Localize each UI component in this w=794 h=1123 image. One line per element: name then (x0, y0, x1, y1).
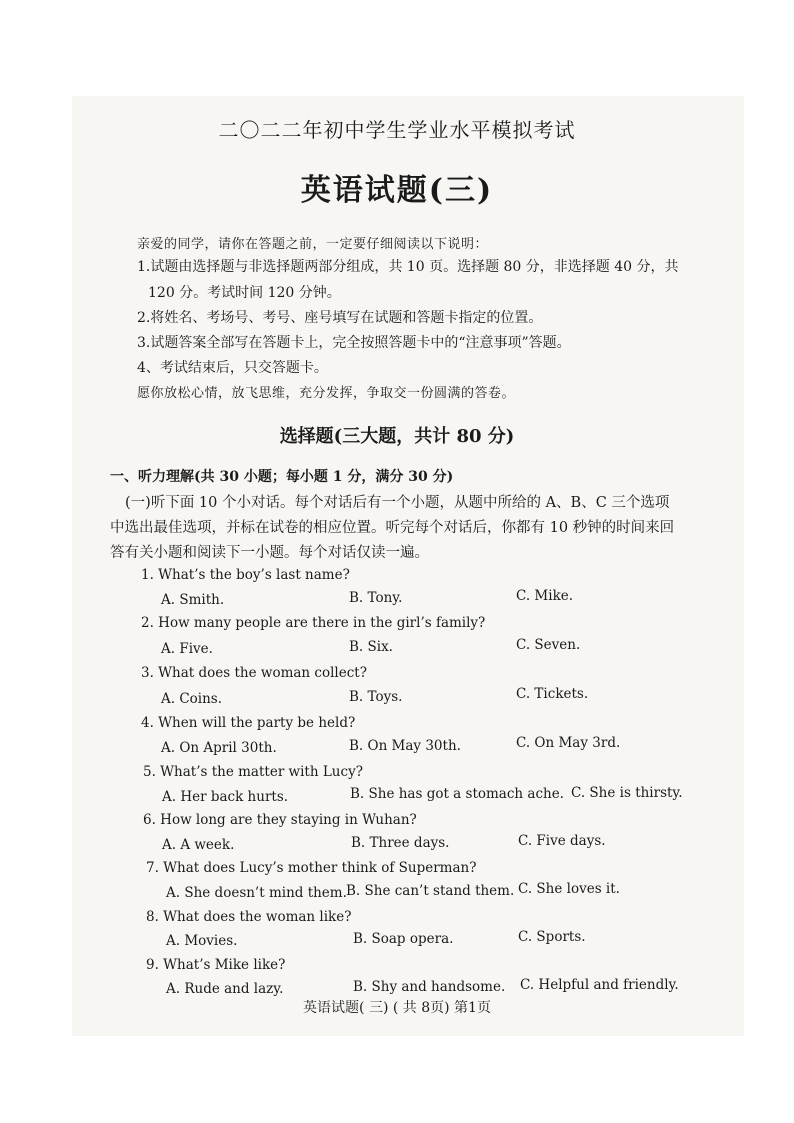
instruction-rule-1-continued: 120 分。考试时间 120 分钟。 (148, 285, 341, 301)
listening-part-title: 一、听力理解(共 30 小题；每小题 1 分，满分 30 分) (110, 469, 454, 485)
question-8-option-c: C. Sports. (518, 929, 586, 945)
instructions-closing: 愿你放松心情，放飞思维，充分发挥，争取交一份圆满的答卷。 (137, 386, 516, 401)
instruction-rule-4: 4、考试结束后，只交答题卡。 (137, 360, 328, 376)
question-7-option-a: A. She doesn’t mind them. (166, 885, 347, 901)
question-5: 5. What’s the matter with Lucy? (143, 764, 363, 780)
question-3-option-c: C. Tickets. (516, 686, 589, 702)
question-6-option-c: C. Five days. (518, 833, 606, 849)
question-8-option-b: B. Soap opera. (353, 931, 454, 947)
question-3-option-b: B. Toys. (349, 689, 403, 705)
question-5-option-c: C. She is thirsty. (571, 785, 683, 801)
question-6: 6. How long are they staying in Wuhan? (143, 812, 417, 828)
question-6-option-b: B. Three days. (351, 835, 450, 851)
subject-title: 英语试题(三) (300, 173, 494, 208)
question-2-option-a: A. Five. (161, 641, 213, 657)
question-9: 9. What’s Mike like? (146, 957, 286, 973)
question-9-option-c: C. Helpful and friendly. (520, 977, 679, 993)
part-instruction-line-1: (一)听下面 10 个小对话。每个对话后有一个小题，从题中所给的 A、B、C 三个选项 (125, 495, 670, 511)
instructions-greeting: 亲爱的同学，请你在答题之前，一定要仔细阅读以下说明： (137, 237, 489, 252)
exam-title: 二〇二二年初中学生学业水平模拟考试 (218, 118, 576, 142)
question-8-option-a: A. Movies. (166, 933, 238, 949)
question-7-option-b: B. She can’t stand them. (346, 883, 515, 899)
question-4-option-b: B. On May 30th. (349, 738, 461, 754)
question-1-option-c: C. Mike. (516, 588, 574, 604)
question-7: 7. What does Lucy’s mother think of Superman? (146, 860, 477, 876)
question-2-option-c: C. Seven. (516, 637, 581, 653)
question-5-option-a: A. Her back hurts. (162, 789, 289, 805)
instruction-rule-2: 2.将姓名、考场号、考号、座号填写在试题和答题卡指定的位置。 (137, 310, 543, 326)
question-1-option-b: B. Tony. (349, 590, 403, 606)
question-4-option-a: A. On April 30th. (161, 740, 277, 756)
question-1-option-a: A. Smith. (161, 592, 225, 608)
page-footer: 英语试题( 三) ( 共 8页) 第1页 (303, 1000, 491, 1016)
part-instruction-line-3: 答有关小题和阅读下一小题。每个对话仅读一遍。 (110, 545, 429, 561)
question-2: 2. How many people are there in the girl’s family? (141, 615, 486, 631)
question-1: 1. What’s the boy’s last name? (141, 567, 350, 583)
question-7-option-c: C. She loves it. (518, 881, 620, 897)
part-instruction-line-2: 中选出最佳选项，并标在试卷的相应位置。听完每个对话后，你都有 10 秒钟的时间来回 (110, 520, 675, 536)
question-9-option-b: B. Shy and handsome. (353, 979, 506, 995)
question-8: 8. What does the woman like? (146, 909, 352, 925)
question-4: 4. When will the party be held? (141, 715, 356, 731)
section-title: 选择题(三大题，共计 80 分) (279, 426, 515, 447)
question-3-option-a: A. Coins. (161, 691, 223, 707)
instruction-rule-3: 3.试题答案全部写在答题卡上，完全按照答题卡中的“注意事项”答题。 (137, 335, 571, 351)
question-2-option-b: B. Six. (349, 639, 393, 655)
question-5-option-b: B. She has got a stomach ache. (350, 786, 564, 802)
question-3: 3. What does the woman collect? (141, 665, 367, 681)
instruction-rule-1: 1.试题由选择题与非选择题两部分组成，共 10 页。选择题 80 分，非选择题 40 分，共 (137, 259, 679, 275)
question-6-option-a: A. A week. (162, 837, 235, 853)
question-9-option-a: A. Rude and lazy. (166, 981, 284, 997)
question-4-option-c: C. On May 3rd. (516, 735, 621, 751)
